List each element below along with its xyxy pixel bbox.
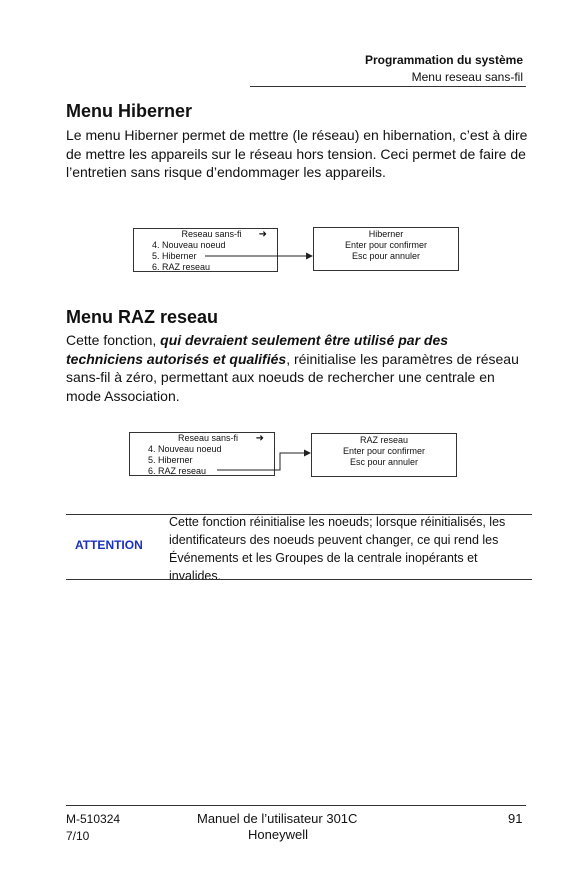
footer-brand: Honeywell — [248, 827, 308, 842]
menu-item-reset-network: 6. RAZ reseau — [148, 466, 207, 476]
menu-item-reset-network: 6. RAZ reseau — [152, 262, 211, 272]
footer-date: 7/10 — [66, 829, 90, 843]
attention-bottom-rule — [66, 579, 532, 580]
header-divider — [250, 86, 526, 87]
menu-item-hibernate: 5. Hiberner — [152, 251, 197, 261]
dest-esc-line: Esc pour annuler — [351, 251, 421, 261]
menu-title: Reseau sans-fi — [181, 229, 242, 239]
hibernate-paragraph: Le menu Hiberner permet de mettre (le réseau) en hibernation, c’est à dire de mettre les appareils sur le réseau hors tension. Ceci permet de faire de l’entretien sans risque d’endommager les appareils. — [66, 127, 528, 180]
raz-connector-arrow — [212, 446, 317, 476]
raz-para-emphasis: qui devraient seulement être utilisé par des techniciens autorisés et qualifiés — [66, 332, 449, 367]
raz-heading: Menu RAZ reseau — [66, 307, 219, 327]
raz-para-suffix: , réinitialise les paramètres de réseau sans-fil à zéro, permettant aux noeuds de rechercher une centrale en mode Association. — [66, 350, 519, 404]
dest-enter-line: Enter pour confirmer — [342, 446, 426, 456]
footer-divider — [66, 805, 526, 806]
dest-enter-line: Enter pour confirmer — [344, 240, 428, 250]
menu-item-new-node: 4. Nouveau noeud — [152, 240, 226, 250]
arrow-right-icon: ➜ — [258, 229, 267, 240]
footer-doc-number: M-510324 — [66, 812, 121, 826]
hibernate-confirm-box — [313, 227, 459, 271]
hibernate-connector-arrow — [200, 250, 320, 264]
header-section-title: Programmation du système — [364, 53, 523, 67]
menu-item-new-node: 4. Nouveau noeud — [148, 444, 222, 454]
attention-label: ATTENTION — [75, 538, 143, 552]
dest-esc-line: Esc pour annuler — [349, 457, 419, 467]
arrow-right-icon: ➜ — [255, 433, 264, 444]
header-subsection-title: Menu reseau sans-fil — [411, 70, 523, 84]
raz-para-prefix: Cette fonction, — [66, 332, 161, 348]
menu-title: Reseau sans-fi — [177, 433, 239, 443]
raz-confirm-box — [311, 433, 457, 477]
footer-manual-title: Manuel de l’utilisateur 301C — [197, 811, 358, 826]
menu-item-hibernate: 5. Hiberner — [148, 455, 193, 465]
footer-page-number: 91 — [508, 811, 523, 826]
attention-text: Cette fonction réinitialise les noeuds; lorsque réinitialisés, les identificateurs des noeuds peuvent changer, ce qui rend les Événements et les Groupes de la centrale inopérants et invalides. — [169, 515, 506, 583]
dest-title: Hiberner — [368, 229, 404, 239]
raz-paragraph — [66, 331, 528, 405]
hibernate-heading: Menu Hiberner — [66, 101, 193, 121]
dest-title: RAZ reseau — [359, 435, 409, 445]
